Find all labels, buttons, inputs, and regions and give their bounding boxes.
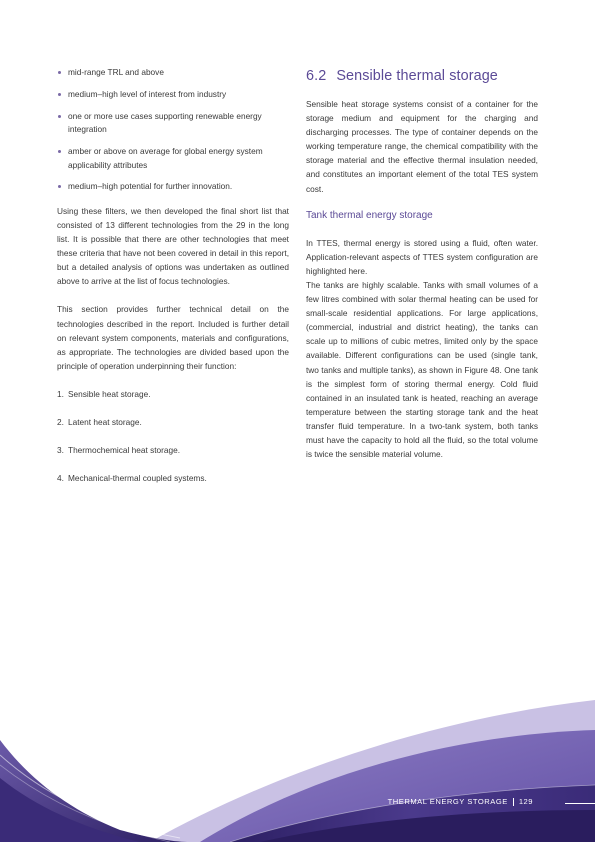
footer-wave-graphic (0, 660, 595, 842)
section-number: 6.2 (306, 68, 327, 84)
item-text: Mechanical-thermal coupled systems. (68, 472, 207, 483)
item-text: Sensible heat storage. (68, 388, 151, 399)
footer-separator (513, 798, 514, 806)
right-column (306, 66, 538, 461)
item-number: 2. (57, 416, 64, 427)
numbered-item (57, 415, 289, 429)
sensible-storage-intro: Sensible heat storage systems consist of a container for the storage medium and equipment for the charging and discharging processes. The type of container depends on the working temperature range, the chemical compatibility with the storage material and the effective thermal insulation needed, and constitutes an important element of the total TES system cost. (306, 99, 538, 194)
bullet-item: amber or above on average for global energy system applicability attributes (57, 145, 289, 172)
technology-category-list (57, 387, 289, 485)
ttes-paragraph: In TTES, thermal energy is stored using a fluid, often water. Application-relevant aspects of TTES system configuration are highlighted here. (306, 237, 538, 276)
tank-scalability-paragraph: The tanks are highly scalable. Tanks with small volumes of a few litres combined with solar thermal heating can be used for small-scale residential applications. For large applications, (commercial, industrial and district heating), the tanks can scale up to millions of cubic metres, limited only by the space available. Different configurations can be used (single tank, two tanks and multiple tanks), as shown in Figure 48. One tank is the simplest form of storing thermal energy. Cold fluid contained in an insulated tank is heated, reaching an average temperature between the starting storage tank and the heat transfer fluid temperature. In a two-tank system, both tanks must have the capacity to hold all the fluid, so the total volume is twice the sensible material volume. (306, 279, 538, 460)
item-number: 3. (57, 444, 64, 455)
bullet-item: mid-range TRL and above (57, 66, 289, 79)
page-number: 129 (518, 797, 533, 806)
bullet-item: one or more use cases supporting renewable energy integration (57, 110, 289, 137)
section-overview-paragraph: This section provides further technical detail on the technologies described in the report. Included is further detail on relevant system components, materials and configurations, as appropriate. The technologies are divided based upon the principle of operation underpinning their function: (57, 304, 289, 371)
footer-rule (565, 803, 595, 804)
shortlist-paragraph: Using these filters, we then developed the final short list that consisted of 13 different technologies from the 29 in the long list. It is possible that there are other technologies that meet these criteria that have not been covered in detail in this report, but a detailed analysis of options was undertaken as outlined above to arrive at the list of focus technologies. (57, 205, 289, 287)
numbered-item (57, 387, 289, 401)
section-title: Sensible thermal storage (336, 68, 498, 84)
footer-title: THERMAL ENERGY STORAGE (387, 797, 508, 806)
subsection-heading: Tank thermal energy storage (306, 209, 433, 221)
numbered-item (57, 471, 289, 485)
running-footer (388, 797, 533, 806)
item-text: Latent heat storage. (68, 416, 142, 427)
section-heading (306, 66, 538, 86)
bullet-item: medium–high level of interest from industry (57, 88, 289, 101)
bullet-item: medium–high potential for further innovation. (57, 180, 289, 193)
criteria-bullet-list (57, 66, 289, 194)
left-column (57, 66, 289, 499)
item-text: Thermochemical heat storage. (68, 444, 181, 455)
item-number: 1. (57, 388, 64, 399)
numbered-item (57, 443, 289, 457)
item-number: 4. (57, 472, 64, 483)
